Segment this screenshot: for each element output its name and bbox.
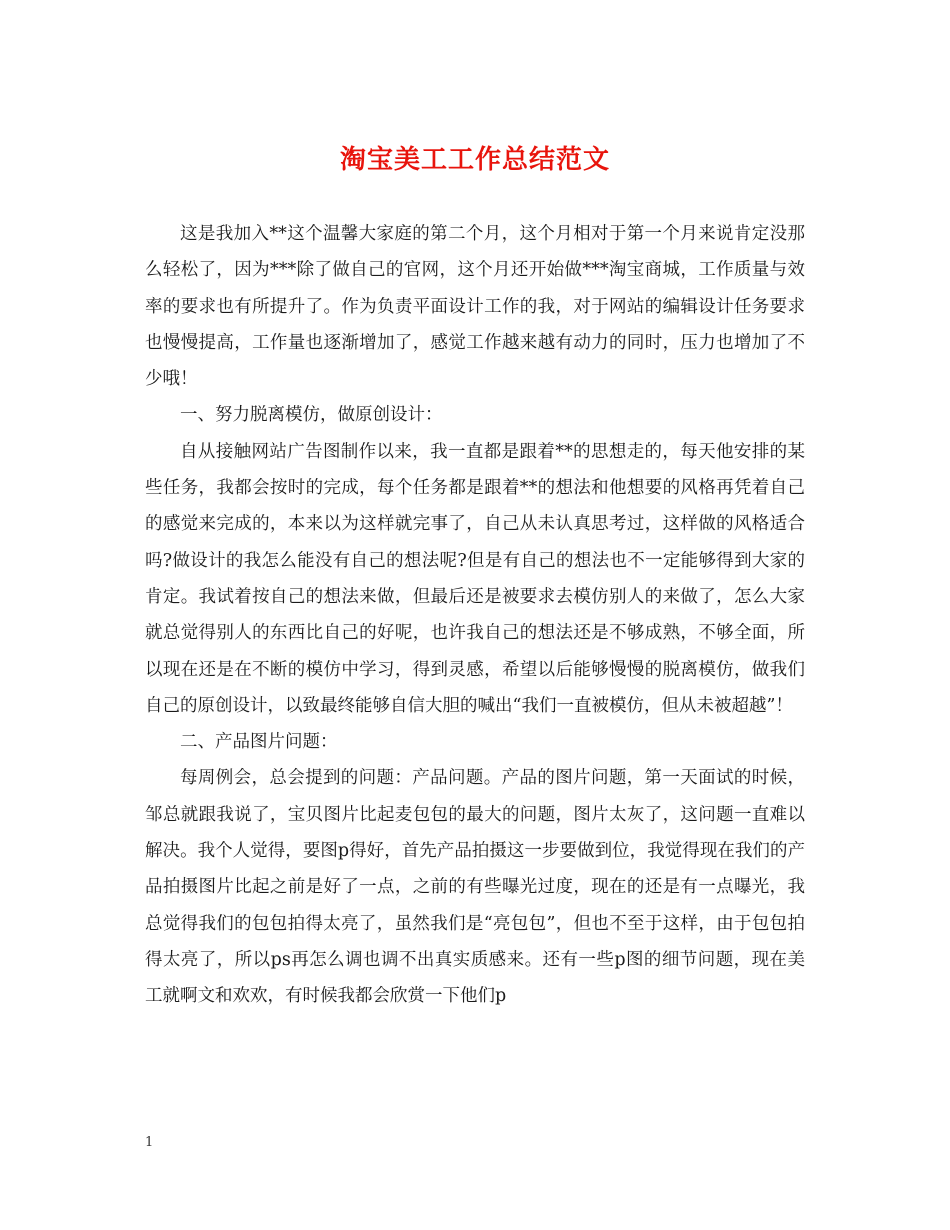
document-title: 淘宝美工工作总结范文 [339, 145, 610, 175]
section-heading-original-design: 一、努力脱离模仿，做原创设计： [180, 405, 443, 426]
document-body [145, 216, 805, 1015]
section-heading-product-images: 二、产品图片问题： [180, 732, 338, 753]
page-number: 1 [145, 1135, 154, 1150]
paragraph-intro: 这是我加入**这个温馨大家庭的第二个月，这个月相对于第一个月来说肯定没那么轻松了，因为***除了做自己的官网，这个月还开始做***淘宝商城，工作质量与效率的要求也有所提升了。作为负责平面设计工作的我，对于网站的编辑设计任务要求也慢慢提高，工作量也逐渐增加了，感觉工作越来越有动力的同时，压力也增加了不少哦！ [145, 224, 805, 390]
paragraph-original-design: 自从接触网站广告图制作以来，我一直都是跟着**的思想走的，每天他安排的某些任务，我都会按时的完成，每个任务都是跟着**的想法和他想要的风格再凭着自己的感觉来完成的，本来以为这样就完事了，自己从未认真思考过，这样做的风格适合吗?做设计的我怎么能没有自己的想法呢?但是有自己的想法也不一定能够得到大家的肯定。我试着按自己的想法来做，但最后还是被要求去模仿别人的来做了，怎么大家就总觉得别人的东西比自己的好呢，也许我自己的想法还是不够成熟，不够全面，所以现在还是在不断的模仿中学习，得到灵感，希望以后能够慢慢的脱离模仿，做我们自己的原创设计，以致最终能够自信大胆的喊出“我们一直被模仿，但从未被超越”！ [145, 441, 805, 716]
paragraph-product-images: 每周例会，总会提到的问题：产品问题。产品的图片问题，第一天面试的时候，邹总就跟我说了，宝贝图片比起麦包包的最大的问题，图片太灰了，这问题一直难以解决。我个人觉得，要图p得好，首先产品拍摄这一步要做到位，我觉得现在我们的产品拍摄图片比起之前是好了一点，之前的有些曝光过度，现在的还是有一点曝光，我总觉得我们的包包拍得太亮了，虽然我们是“亮包包”，但也不至于这样，由于包包拍得太亮了，所以ps再怎么调也调不出真实质感来。还有一些p图的细节问题，现在美工就啊文和欢欢，有时候我都会欣赏一下他们p [145, 768, 805, 1007]
